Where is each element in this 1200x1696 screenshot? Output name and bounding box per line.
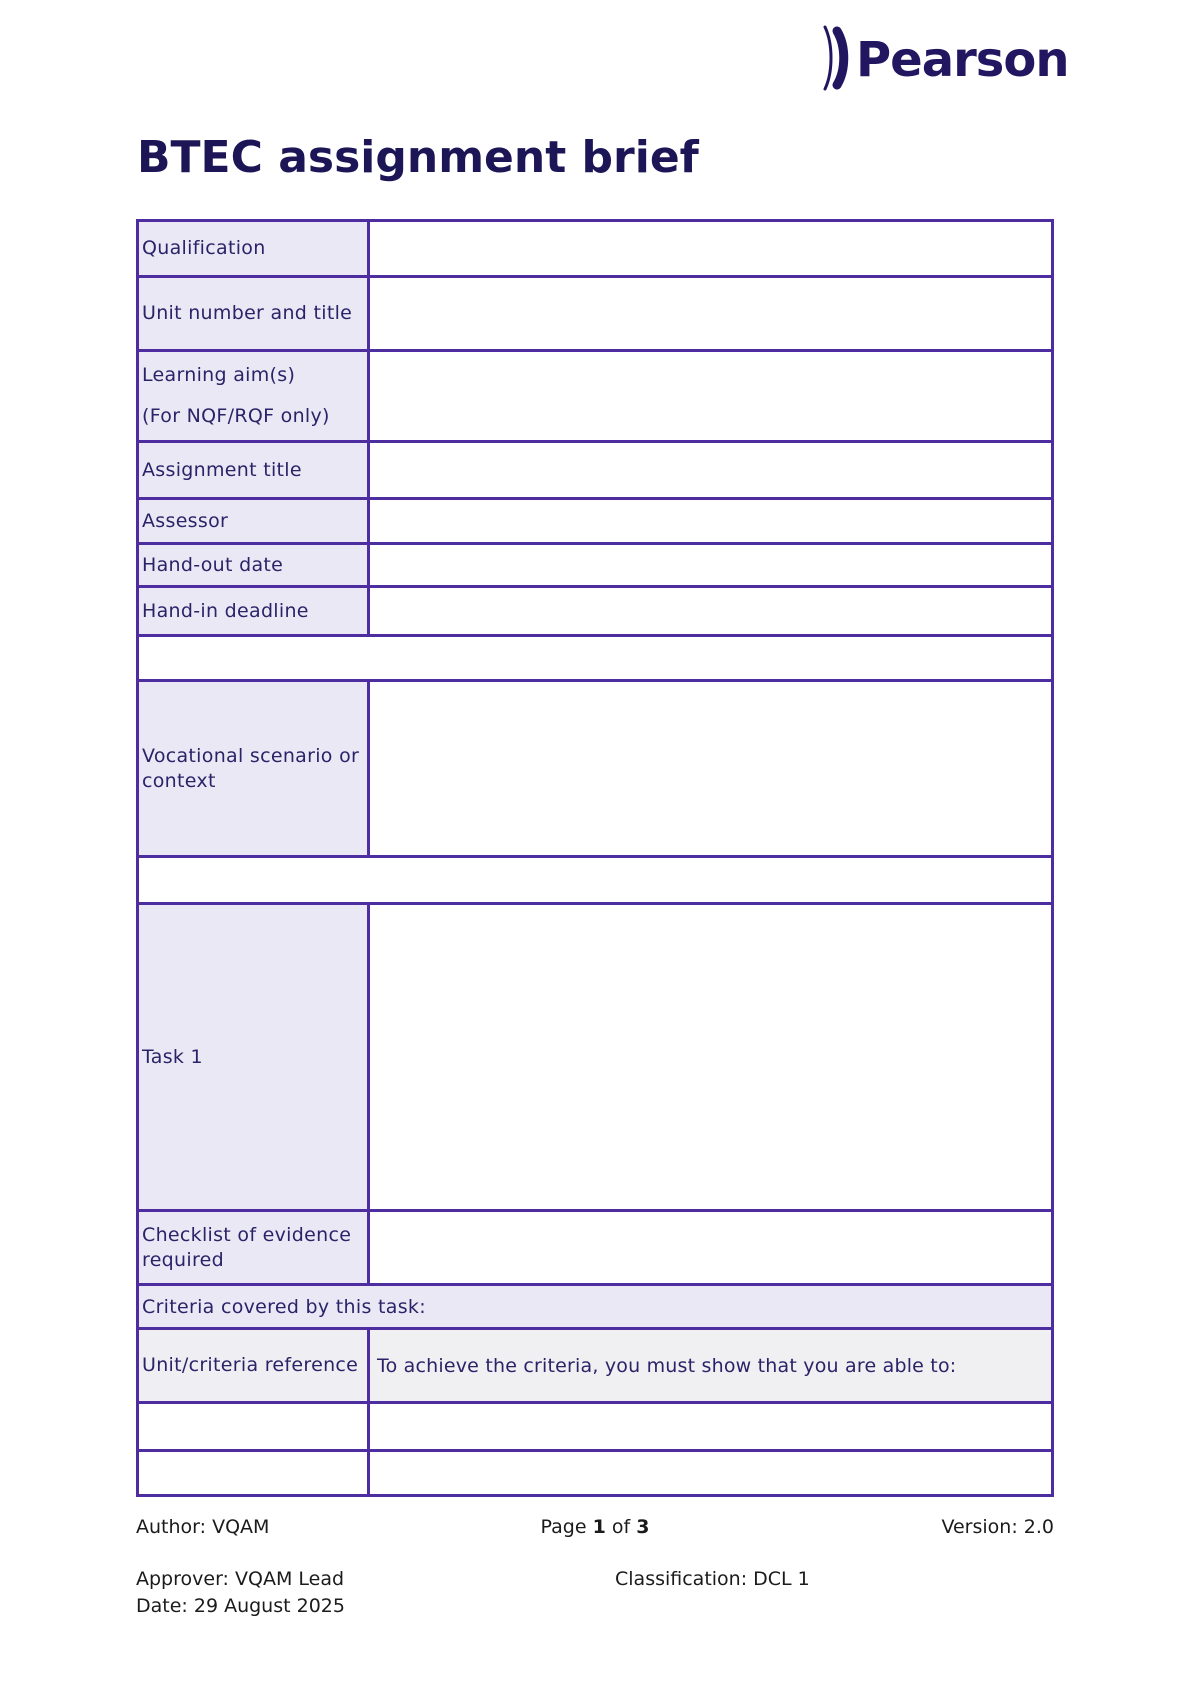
row-criteria-entry-2 bbox=[139, 1452, 1051, 1494]
unit-number-title-label: Unit number and title bbox=[139, 278, 370, 349]
footer-approver: Approver: VQAM Lead bbox=[136, 1568, 345, 1590]
row-spacer-2 bbox=[139, 858, 1051, 905]
row-criteria-covered bbox=[139, 1286, 1051, 1330]
row-unit-criteria-reference bbox=[139, 1330, 1051, 1404]
page-title: BTEC assignment brief bbox=[137, 132, 699, 183]
spacer-cell-1[interactable] bbox=[139, 637, 1051, 679]
footer-page-counter: Page 1 of 3 bbox=[540, 1516, 650, 1538]
footer-version: Version: 2.0 bbox=[941, 1516, 1054, 1538]
assignment-title-label: Assignment title bbox=[139, 443, 370, 497]
row-hand-in-deadline bbox=[139, 588, 1051, 637]
row-criteria-entry-1 bbox=[139, 1404, 1051, 1452]
footer-page-current: 1 bbox=[592, 1516, 606, 1538]
qualification-value-cell[interactable] bbox=[370, 222, 1051, 275]
row-assessor bbox=[139, 500, 1051, 545]
learning-aims-label: Learning aim(s) (For NQF/RQF only) bbox=[139, 352, 370, 440]
assessor-value-cell[interactable] bbox=[370, 500, 1051, 542]
footer-classification: Classification: DCL 1 bbox=[615, 1568, 810, 1590]
learning-aims-sublabel: (For NQF/RQF only) bbox=[142, 405, 330, 427]
footer-author: Author: VQAM bbox=[136, 1516, 270, 1538]
criteria-entry-1-ref-cell[interactable] bbox=[139, 1404, 370, 1449]
task-1-label: Task 1 bbox=[139, 905, 370, 1209]
criteria-entry-2-ref-cell[interactable] bbox=[139, 1452, 370, 1494]
hand-in-deadline-value-cell[interactable] bbox=[370, 588, 1051, 634]
criteria-covered-header: Criteria covered by this task: bbox=[139, 1286, 1051, 1327]
criteria-entry-2-value-cell[interactable] bbox=[370, 1452, 1051, 1494]
row-assignment-title bbox=[139, 443, 1051, 500]
row-task-1 bbox=[139, 905, 1051, 1212]
criteria-entry-1-value-cell[interactable] bbox=[370, 1404, 1051, 1449]
row-hand-out-date bbox=[139, 545, 1051, 588]
unit-criteria-reference-label: Unit/criteria reference bbox=[139, 1330, 370, 1401]
pearson-logo-text: Pearson bbox=[856, 32, 1069, 88]
footer-line-1 bbox=[136, 1516, 1054, 1538]
pearson-logomark-icon bbox=[820, 22, 854, 98]
hand-out-date-label: Hand-out date bbox=[139, 545, 370, 585]
criteria-achievement-text-cell: To achieve the criteria, you must show that you are able to: bbox=[370, 1330, 1051, 1401]
page-footer bbox=[136, 1516, 1054, 1620]
hand-out-date-value-cell[interactable] bbox=[370, 545, 1051, 585]
footer-date: Date: 29 August 2025 bbox=[136, 1595, 345, 1617]
row-learning-aims bbox=[139, 352, 1051, 443]
assessor-label: Assessor bbox=[139, 500, 370, 542]
assignment-brief-table bbox=[136, 219, 1054, 1497]
footer-page-total: 3 bbox=[636, 1516, 650, 1538]
assignment-title-value-cell[interactable] bbox=[370, 443, 1051, 497]
vocational-scenario-value-cell[interactable] bbox=[370, 682, 1051, 855]
vocational-scenario-label: Vocational scenario or context bbox=[139, 682, 370, 855]
checklist-evidence-label: Checklist of evidence required bbox=[139, 1212, 370, 1283]
spacer-cell-2[interactable] bbox=[139, 858, 1051, 902]
learning-aims-value-cell[interactable] bbox=[370, 352, 1051, 440]
footer-line-2 bbox=[136, 1566, 1054, 1620]
checklist-evidence-value-cell[interactable] bbox=[370, 1212, 1051, 1283]
unit-number-title-value-cell[interactable] bbox=[370, 278, 1051, 349]
row-qualification bbox=[139, 222, 1051, 278]
row-vocational-scenario bbox=[139, 682, 1051, 858]
hand-in-deadline-label: Hand-in deadline bbox=[139, 588, 370, 634]
row-spacer-1 bbox=[139, 637, 1051, 682]
task-1-value-cell[interactable] bbox=[370, 905, 1051, 1209]
row-unit-number-title bbox=[139, 278, 1051, 352]
qualification-label: Qualification bbox=[139, 222, 370, 275]
row-checklist-evidence bbox=[139, 1212, 1051, 1286]
pearson-logo bbox=[820, 22, 1069, 98]
